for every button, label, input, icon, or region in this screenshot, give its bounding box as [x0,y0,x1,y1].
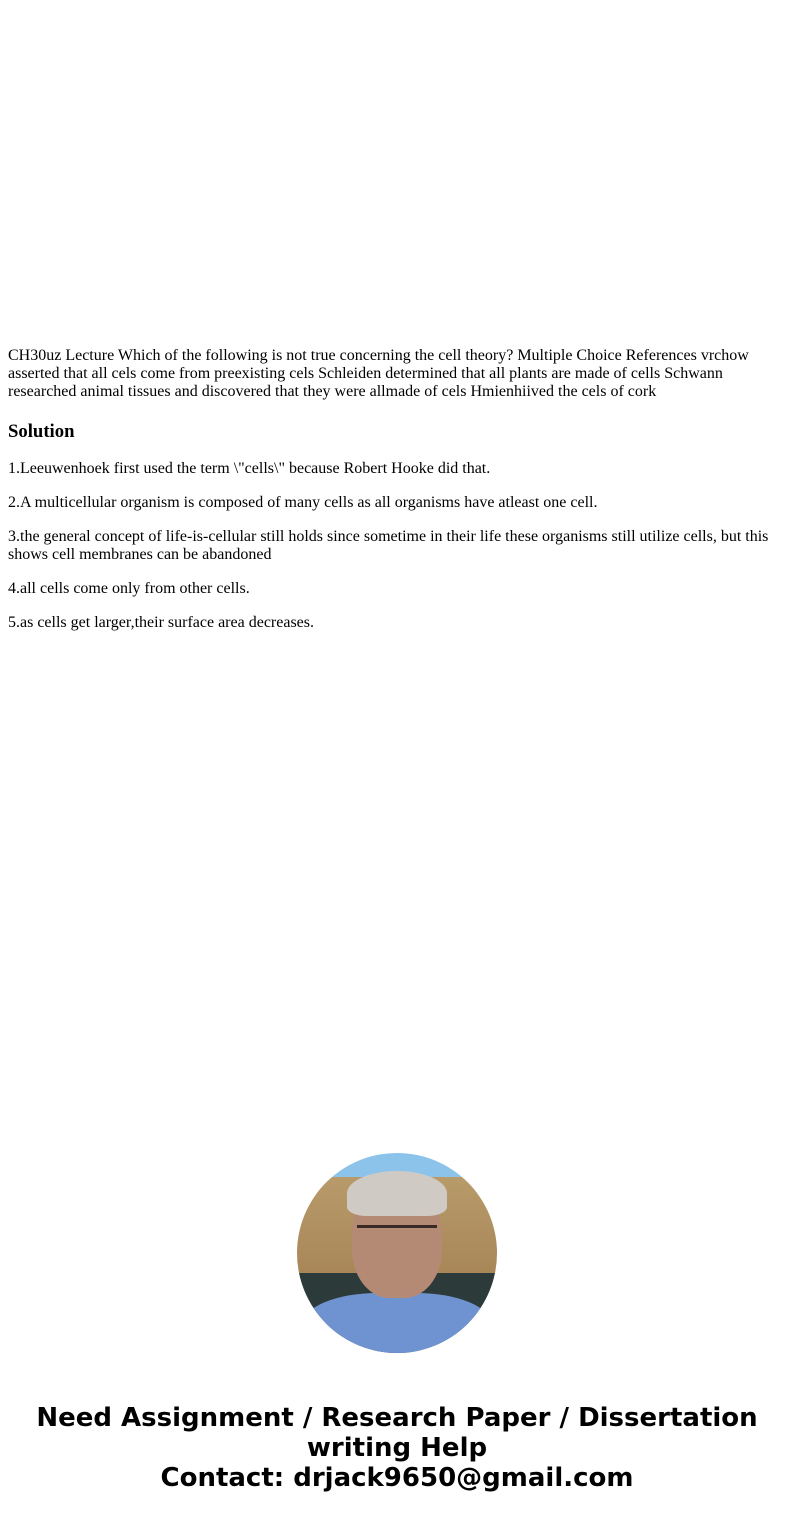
answer-item: 5.as cells get larger,their surface area decreases. [8,614,314,631]
footer-help-text: Need Assignment / Research Paper / Dissertation writing Help [36,1403,758,1463]
answer-item: 3.the general concept of life-is-cellular still holds since sometime in their life these organisms still utilize cells, but this shows cell membranes can be abandoned [8,528,769,563]
question-text: CH30uz Lecture Which of the following is not true concerning the cell theory? Multiple Choice References vrchow asserted that all cels come from preexisting cels Schleiden determined that all plants are made of cells Schwann researched animal tissues and discovered that they were allmade of cels Hmienhiived the cels of cork [8,347,749,400]
contact-footer [0,1403,794,1493]
tutor-avatar [297,1153,497,1353]
solution-heading: Solution [8,421,75,442]
solution-answers [8,460,786,648]
footer-contact-email: Contact: drjack9650@gmail.com [160,1463,634,1493]
answer-item: 1.Leeuwenhoek first used the term \"cells\" because Robert Hooke did that. [8,460,491,477]
answer-item: 2.A multicellular organism is composed of many cells as all organisms have atleast one cell. [8,494,598,511]
answer-item: 4.all cells come only from other cells. [8,580,250,597]
